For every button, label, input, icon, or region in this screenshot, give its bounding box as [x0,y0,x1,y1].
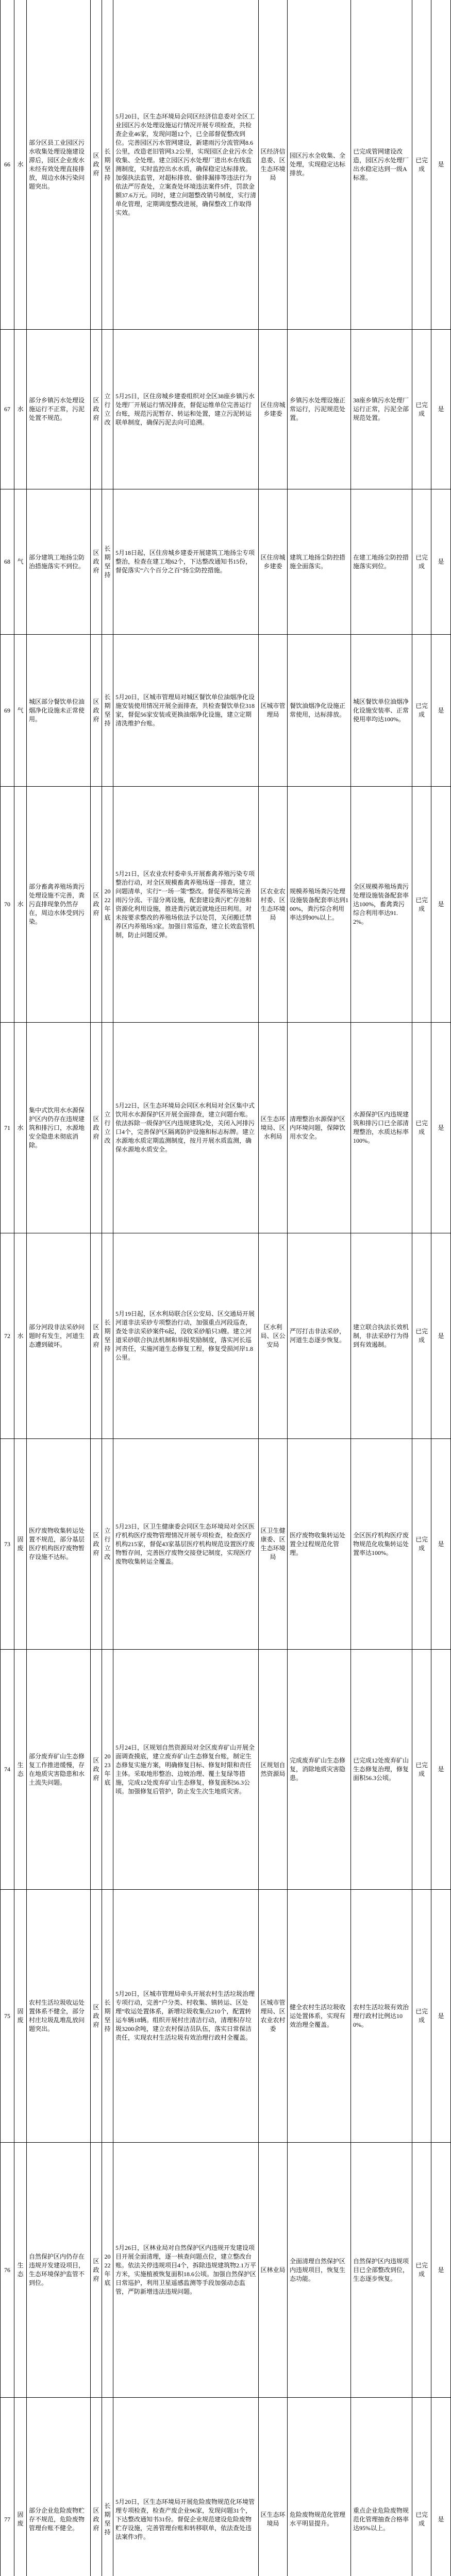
cell-result: 农村生活垃圾有效治理行政村比例达100%。 [351,1890,412,2143]
cell-target: 危险废物规范化管理水平明显提升。 [288,2398,351,2576]
cell-closed: 是 [431,1439,451,1650]
table-row [0,787,451,1023]
cell-closed: 是 [431,1233,451,1439]
cell-unit: 区城市管理局 [259,635,288,787]
cell-problem: 部分企业危险废物贮存不规范，危险废物管理台账不健全。 [27,2398,91,2576]
cell-target: 园区污水全收集、全处理，实现稳定达标排放。 [288,0,351,330]
cell-deadline: 2023年底 [102,1650,113,1890]
cell-target: 餐饮油烟净化设施正常使用，达标排放。 [288,635,351,787]
cell-status: 已完成 [412,1233,431,1439]
cell-target: 全面清理自然保护区内违规项目，恢复生态功能。 [288,2143,351,2398]
cell-unit: 区卫生健康委、区生态环境局 [259,1439,288,1650]
cell-status: 已完成 [412,787,431,1023]
cell-category: 气 [14,489,27,635]
cell-deadline: 长期坚持 [102,2398,113,2576]
cell-target: 规模养殖场粪污处理设施装备配套率达到100%，粪污综合利用率达到90%以上。 [288,787,351,1023]
cell-result: 全区医疗机构医疗废物规范化收集转运处置率达100%。 [351,1439,412,1650]
cell-closed: 是 [431,1023,451,1233]
cell-status: 已完成 [412,2398,431,2576]
cell-problem: 部分河段非法采砂问题时有发生，河道生态遭到破坏。 [27,1233,91,1439]
table-row [0,1233,451,1439]
cell-measures: 5月24日，区规划自然资源局对全区废弃矿山开展全面调查摸底，建立废弃矿山生态修复台账，制定生态修复实施方案，明确修复目标、修复时限和责任主体。采取地形整治、边坡治理、覆土复绿等措施，完成12处废弃矿山生态修复，修复面积56.3公顷。加强修复后管护，防止发生次生地质灾害。 [113,1650,259,1890]
cell-measures: 5月23日，区卫生健康委会同区生态环境局对全区医疗机构医疗废物管理情况开展专项检查，检查医疗机构215家，督促43家基层医疗机构规范设置医疗废物暂存间，完善医疗废物交接登记制度，实现医疗废物收集转运全覆盖。 [113,1439,259,1650]
cell-category: 水 [14,1023,27,1233]
cell-seq: 73 [0,1439,14,1650]
cell-closed: 是 [431,1890,451,2143]
cell-deadline: 长期坚持 [102,0,113,330]
cell-unit: 区住房城乡建委 [259,330,288,489]
cell-target: 清理整治水源保护区内环境问题，保障饮用水安全。 [288,1023,351,1233]
cell-problem: 集中式饮用水水源保护区内仍存在违规建筑和排污口，水源地安全隐患未彻底消除。 [27,1023,91,1233]
cell-lead: 区政府 [91,1023,102,1233]
cell-unit: 区农业农村委、区生态环境局 [259,787,288,1023]
cell-result: 城区餐饮单位油烟净化设施安装率、正常使用率均达100%。 [351,635,412,787]
cell-unit: 区水利局、区公安局 [259,1233,288,1439]
cell-measures: 5月26日，区林业局对自然保护区内违规开发建设项目开展全面清理，逐一核查问题点位，建立整改台账。依法关停违规项目4个，拆除违规建筑物2.1万平方米，实施植被恢复面积18.6公顷。加强自然保护区日常巡护，利用卫星遥感监测等手段加强动态监管，严防新增违法违规问题。 [113,2143,259,2398]
cell-target: 建筑工地扬尘防控措施全面落实。 [288,489,351,635]
cell-deadline: 长期坚持 [102,489,113,635]
cell-status: 已完成 [412,1650,431,1890]
table-row [0,1890,451,2143]
cell-result: 已完成12处废弃矿山生态修复治理，修复面积56.3公顷。 [351,1650,412,1890]
cell-problem: 城区部分餐饮单位油烟净化设施未正常使用。 [27,635,91,787]
cell-deadline: 2022年底 [102,2143,113,2398]
cell-measures: 5月22日，区生态环境局会同区水利局对全区集中式饮用水水源保护区开展全面排查，建立问题台账。依法拆除一级保护区内违规建筑2处，关闭入河排污口4个，完善保护区隔离防护设施和标志标牌。建立水源地水质定期监测制度，按月开展水质监测，确保水源地水质安全。 [113,1023,259,1233]
cell-lead: 区政府 [91,0,102,330]
table-row [0,489,451,635]
cell-lead: 区政府 [91,330,102,489]
cell-closed: 是 [431,2398,451,2576]
table-row [0,0,451,330]
cell-category: 生态 [14,2143,27,2398]
cell-result: 在建工地扬尘防控措施落实到位。 [351,489,412,635]
cell-seq: 69 [0,635,14,787]
cell-deadline: 长期坚持 [102,1890,113,2143]
cell-lead: 区政府 [91,1650,102,1890]
cell-measures: 5月19日起，区水利局联合区公安局、区交通局开展河道非法采砂专项整治行动，加强重点河段巡查，查处非法采砂案件6起，没收采砂船只3艘。建立河道采砂联合执法机制和举报奖励制度，落实河长巡河责任，实施河道生态修复工程，修复受损河岸1.8公里。 [113,1233,259,1439]
cell-status: 已完成 [412,1023,431,1233]
cell-result: 已完成管网建设改造，园区污水处理厂出水稳定达到一级A标准。 [351,0,412,330]
cell-measures: 5月20日，区城市管理局对城区餐饮单位油烟净化设施安装使用情况开展全面排查，共检查餐饮单位318家，督促56家安装或更换油烟净化设施，建立定期清洗维护台账。 [113,635,259,787]
table-row [0,1439,451,1650]
cell-problem: 自然保护区内仍存在违规开发建设项目，生态环境保护监管不到位。 [27,2143,91,2398]
cell-result: 38座乡镇污水处理厂运行正常，污泥全部规范处置。 [351,330,412,489]
cell-category: 气 [14,635,27,787]
cell-seq: 72 [0,1233,14,1439]
cell-lead: 区政府 [91,1890,102,2143]
cell-problem: 部分建筑工地扬尘防治措施落实不到位。 [27,489,91,635]
cell-closed: 是 [431,635,451,787]
cell-closed: 是 [431,787,451,1023]
cell-category: 水 [14,330,27,489]
cell-seq: 67 [0,330,14,489]
cell-seq: 68 [0,489,14,635]
cell-closed: 是 [431,489,451,635]
cell-measures: 5月21日，区农业农村委牵头开展畜禽养殖污染专项整治行动，对全区规模畜禽养殖场逐一排查，建立问题清单，实行“一场一策”整改。督促养殖场完善雨污分流、干湿分离设施，配套建设粪污贮存池和资源化利用设施，推进粪污就近就地还田利用。对未按要求整改的养殖场依法予以处罚，关闭搬迁禁养区内养殖场3家。加强日常巡查，建立长效监管机制，防止问题反弹。 [113,787,259,1023]
cell-seq: 77 [0,2398,14,2576]
cell-status: 已完成 [412,0,431,330]
cell-lead: 区政府 [91,2398,102,2576]
cell-category: 固废 [14,1890,27,2143]
cell-seq: 66 [0,0,14,330]
cell-closed: 是 [431,330,451,489]
cell-result: 建立联合执法长效机制，非法采砂行为得到有效遏制。 [351,1233,412,1439]
table-row [0,1023,451,1233]
cell-lead: 区政府 [91,2143,102,2398]
cell-category: 固废 [14,1439,27,1650]
cell-problem: 部分乡镇污水处理设施运行不正常，污泥处置不规范。 [27,330,91,489]
cell-target: 乡镇污水处理设施正常运行，污泥规范处置。 [288,330,351,489]
cell-lead: 区政府 [91,1439,102,1650]
cell-closed: 是 [431,0,451,330]
cell-result: 自然保护区内违规项目已全部整改到位，生态逐步恢复。 [351,2143,412,2398]
table-row [0,2143,451,2398]
cell-problem: 部分区县工业园区污水收集处理设施建设滞后，园区企业废水未经有效处理直接排放，周边水体污染问题突出。 [27,0,91,330]
cell-unit: 区城市管理局、区农业农村委 [259,1890,288,2143]
table-row [0,1650,451,1890]
cell-deadline: 立行立改 [102,1023,113,1233]
cell-deadline: 立行立改 [102,330,113,489]
cell-seq: 71 [0,1023,14,1233]
cell-lead: 区政府 [91,1233,102,1439]
cell-measures: 5月20日，区城市管理局牵头开展农村生活垃圾治理专项行动，完善“户分类、村收集、镇转运、区处理”收运处置体系，新增垃圾收集点210个，配置转运车辆18辆。组织开展村庄清洁行动，清理积存垃圾3200余吨，建立农村保洁员队伍，落实日常保洁责任，实现农村生活垃圾有效治理行政村全覆盖。 [113,1890,259,2143]
table-row [0,2398,451,2576]
cell-problem: 部分畜禽养殖场粪污处理设施不完善，粪污直排现象仍然存在，周边水体受到污染。 [27,787,91,1023]
cell-deadline: 长期坚持 [102,635,113,787]
cell-status: 已完成 [412,635,431,787]
cell-measures: 5月18日起，区住房城乡建委开展建筑工地扬尘专项整治，检查在建工地62个，下达整改通知书15份，督促落实“六个百分之百”扬尘防控措施。 [113,489,259,635]
cell-measures: 5月25日，区住房城乡建委组织对全区38座乡镇污水处理厂开展运行情况排查，督促运维单位完善运行台账，规范污泥暂存、转运和处置，建立污泥转运联单制度，确保污泥去向可追溯。 [113,330,259,489]
cell-category: 固废 [14,2398,27,2576]
cell-status: 已完成 [412,330,431,489]
cell-category: 水 [14,787,27,1023]
cell-result: 水源保护区内违规建筑和排污口已全部清理整治，水质达标率100%。 [351,1023,412,1233]
cell-status: 已完成 [412,1890,431,2143]
cell-lead: 区政府 [91,635,102,787]
cell-problem: 农村生活垃圾收运处置体系不健全，部分村庄垃圾乱堆乱放问题突出。 [27,1890,91,2143]
cell-result: 重点企业危险废物规范化管理抽查合格率达95%以上。 [351,2398,412,2576]
cell-unit: 区经济信息委、区生态环境局 [259,0,288,330]
cell-closed: 是 [431,2143,451,2398]
cell-deadline: 长期坚持 [102,1233,113,1439]
cell-unit: 区生态环境局 [259,2398,288,2576]
cell-unit: 区生态环境局、区水利局 [259,1023,288,1233]
cell-closed: 是 [431,1650,451,1890]
cell-status: 已完成 [412,1439,431,1650]
cell-status: 已完成 [412,489,431,635]
table-row [0,330,451,489]
cell-deadline: 2022年底 [102,787,113,1023]
cell-unit: 区规划自然资源局 [259,1650,288,1890]
cell-measures: 5月20日，区生态环境局开展危险废物规范化环境管理专项检查，检查产废企业96家，发现问题31个，下达整改通知书31份。督促企业规范建设危险废物贮存设施，完善管理台账和转移联单，依法查处违法案件3件。 [113,2398,259,2576]
cell-measures: 5月20日，区生态环境局会同区经济信息委对全区工业园区污水处理设施运行情况开展专项检查，共检查企业46家，发现问题12个，已全部督促整改到位。完善园区污水管网建设，新建雨污分流管网8.6公里，改造老旧管网3.2公里，实现园区企业污水全收集、全处理。建立园区污水处理厂进出水在线监测制度，实时监控出水水质，确保稳定达标排放。加强执法监管，对超标排放、偷排漏排等违法行为依法严厉查处，立案查处环境违法案件5件，罚款金额37.6万元。同时，建立问题整改销号制度，实行清单化管理，定期调度整改进展，确保整改工作取得实效。 [113,0,259,330]
cell-seq: 70 [0,787,14,1023]
cell-target: 完成废弃矿山生态修复，消除地质灾害隐患。 [288,1650,351,1890]
cell-target: 健全农村生活垃圾收运处置体系，实现有效治理全覆盖。 [288,1890,351,2143]
cell-target: 严厉打击非法采砂，河道生态逐步恢复。 [288,1233,351,1439]
cell-seq: 76 [0,2143,14,2398]
cell-target: 医疗废物收集转运处置全过程规范化管理。 [288,1439,351,1650]
cell-category: 水 [14,0,27,330]
cell-category: 水 [14,1233,27,1439]
cell-seq: 75 [0,1890,14,2143]
cell-result: 全区规模养殖场粪污处理设施装备配套率达100%，畜禽粪污综合利用率达91.2%。 [351,787,412,1023]
cell-lead: 区政府 [91,489,102,635]
cell-problem: 医疗废物收集转运处置不规范，部分基层医疗机构医疗废物暂存设施不达标。 [27,1439,91,1650]
cell-unit: 区林业局 [259,2143,288,2398]
cell-status: 已完成 [412,2143,431,2398]
cell-lead: 区政府 [91,787,102,1023]
table-row [0,635,451,787]
cell-problem: 部分废弃矿山生态修复工作推进缓慢，存在地质灾害隐患和水土流失问题。 [27,1650,91,1890]
cell-seq: 74 [0,1650,14,1890]
cell-deadline: 立行立改 [102,1439,113,1650]
cell-category: 生态 [14,1650,27,1890]
cell-unit: 区住房城乡建委 [259,489,288,635]
